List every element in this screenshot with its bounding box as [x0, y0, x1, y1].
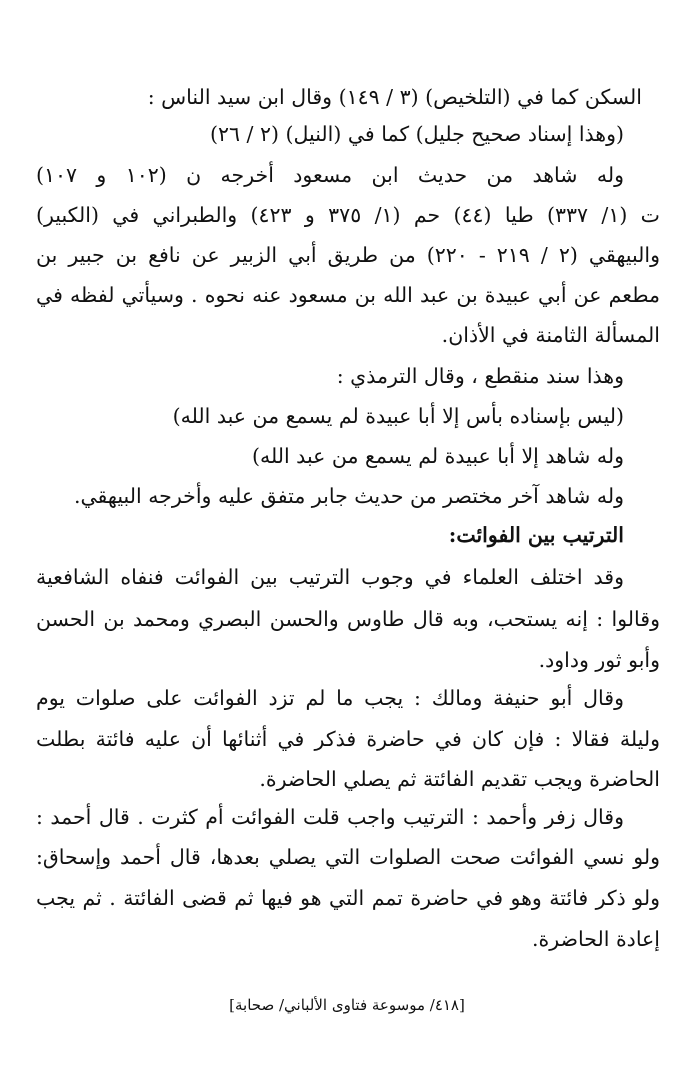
- text-line: وليلة فقالا : فإن كان في حاضرة فذكر في أثنائها أن عليه فائتة بطلت: [36, 727, 660, 751]
- text-line: السكن كما في (التلخيص) (٣ / ١٤٩) وقال ابن سيد الناس :: [147, 85, 642, 109]
- text-line: وقال زفر وأحمد : الترتيب واجب قلت الفوائت أم كثرت . قال أحمد :: [36, 805, 624, 829]
- text-line: وقالوا : إنه يستحب، وبه قال طاوس والحسن البصري ومحمد بن الحسن: [36, 607, 660, 631]
- text-line: وله شاهد آخر مختصر من حديث جابر متفق عليه وأخرجه البيهقي.: [73, 484, 624, 508]
- text-line: وأبو ثور وداود.: [538, 648, 660, 672]
- text-line: المسألة الثامنة في الأذان.: [441, 323, 660, 347]
- text-line: وقد اختلف العلماء في وجوب الترتيب بين الفوائت فنفاه الشافعية: [36, 565, 624, 589]
- page-footer: [٤١٨/ موسوعة فتاوى الألباني/ صحابة]: [229, 996, 465, 1014]
- text-line: ولو نسي الفوائت صحت الصلوات التي يصلي بعدها، قال أحمد وإسحاق:: [36, 845, 660, 869]
- text-line: وهذا سند منقطع ، وقال الترمذي :: [336, 364, 624, 388]
- text-line: ولو ذكر فائتة وهو في حاضرة تمم التي هو فيها ثم قضى الفائتة . ثم يجب: [36, 886, 660, 910]
- text-line: إعادة الحاضرة.: [532, 927, 660, 951]
- text-line: وله شاهد إلا أبا عبيدة لم يسمع من عبد الله): [251, 444, 624, 468]
- section-heading: الترتيب بين الفوائت:: [448, 523, 624, 547]
- text-line: والبيهقي (٢ / ٢١٩ - ٢٢٠) من طريق أبي الزبير عن نافع بن جبير بن: [36, 243, 660, 267]
- text-line: الحاضرة ويجب تقديم الفائتة ثم يصلي الحاضرة.: [259, 767, 660, 791]
- text-line: (وهذا إسناد صحيح جليل) كما في (النيل) (٢ / ٢٦): [209, 122, 624, 146]
- text-line: وله شاهد من حديث ابن مسعود أخرجه ن (١٠٢ و ١٠٧): [36, 163, 624, 187]
- text-line: مطعم عن أبي عبيدة بن عبد الله بن مسعود عنه نحوه . وسيأتي لفظه في: [36, 283, 660, 307]
- text-line: ت (١/ ٣٣٧) طيا (٤٤) حم (١/ ٣٧٥ و ٤٢٣) والطبراني في (الكبير): [36, 203, 660, 227]
- text-line: (ليس بإسناده بأس إلا أبا عبيدة لم يسمع من عبد الله): [172, 404, 624, 428]
- text-line: وقال أبو حنيفة ومالك : يجب ما لم تزد الفوائت على صلوات يوم: [36, 686, 624, 710]
